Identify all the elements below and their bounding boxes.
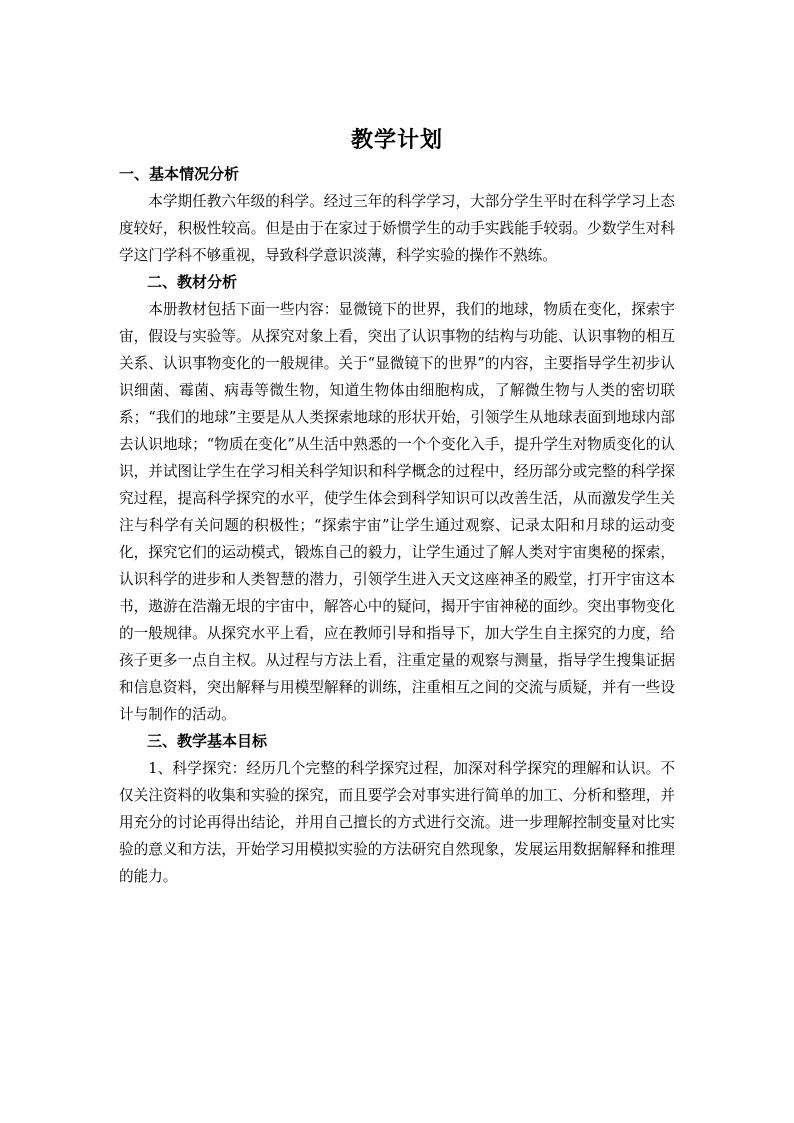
section-heading-teaching-goals: 三、教学基本目标	[147, 732, 268, 750]
section-paragraph-teaching-goals: 1、科学探究：经历几个完整的科学探究过程，加深对科学探究的理解和认识。不仅关注资料的收集和实验的探究，而且要学会对事实进行简单的加工、分析和整理，并用充分的讨论再得出结论，并用自己擅长的方式进行交流。进一步理解控制变量对比实验的意义和方法，开始学习用模拟实验的方法研究自然现象，发展运用数据解释和推理的能力。	[119, 760, 675, 885]
section-paragraph-textbook-analysis: 本册教材包括下面一些内容：显微镜下的世界，我们的地球，物质在变化，探索宇宙，假设与实验等。从探究对象上看，突出了认识事物的结构与功能、认识事物的相互关系、认识事物变化的一般规律。关于“显微镜下的世界”的内容，主要指导学生初步认识细菌、霉菌、病毒等微生物，知道生物体由细胞构成，了解微生物与人类的密切联系；“我们的地球”主要是从人类探索地球的形状开始，引领学生从地球表面到地球内部去认识地球；“物质在变化”从生活中熟悉的一个个变化入手，提升学生对物质变化的认识，并试图让学生在学习相关科学知识和科学概念的过程中，经历部分或完整的科学探究过程，提高科学探究的水平，使学生体会到科学知识可以改善生活，从而激发学生关注与科学有关问题的积极性；“探索宇宙”让学生通过观察、记录太阳和月球的运动变化，探究它们的运动模式，锻炼自己的毅力，让学生通过了解人类对宇宙奥秘的探索，认识科学的进步和人类智慧的潜力，引领学生进入天文这座神圣的殿堂，打开宇宙这本书，遨游在浩瀚无垠的宇宙中，解答心中的疑问，揭开宇宙神秘的面纱。突出事物变化的一般规律。从探究水平上看，应在教师引导和指导下，加大学生自主探究的力度，给孩子更多一点自主权。从过程与方法上看，注重定量的观察与测量，指导学生搜集证据和信息资料，突出解释与用模型解释的训练，注重相互之间的交流与质疑，并有一些设计与制作的活动。	[119, 301, 675, 723]
document-title: 教学计划	[350, 128, 443, 153]
section-heading-textbook-analysis: 二、教材分析	[147, 273, 238, 291]
section-heading-situation-analysis: 一、基本情况分析	[119, 165, 240, 183]
section-paragraph-situation-analysis: 本学期任教六年级的科学。经过三年的科学学习，大部分学生平时在科学学习上态度较好，积极性较高。但是由于在家过于娇惯学生的动手实践能手较弱。少数学生对科学这门学科不够重视，导致科学意识淡薄，科学实验的操作不熟练。	[119, 193, 675, 264]
document-body	[119, 161, 675, 890]
